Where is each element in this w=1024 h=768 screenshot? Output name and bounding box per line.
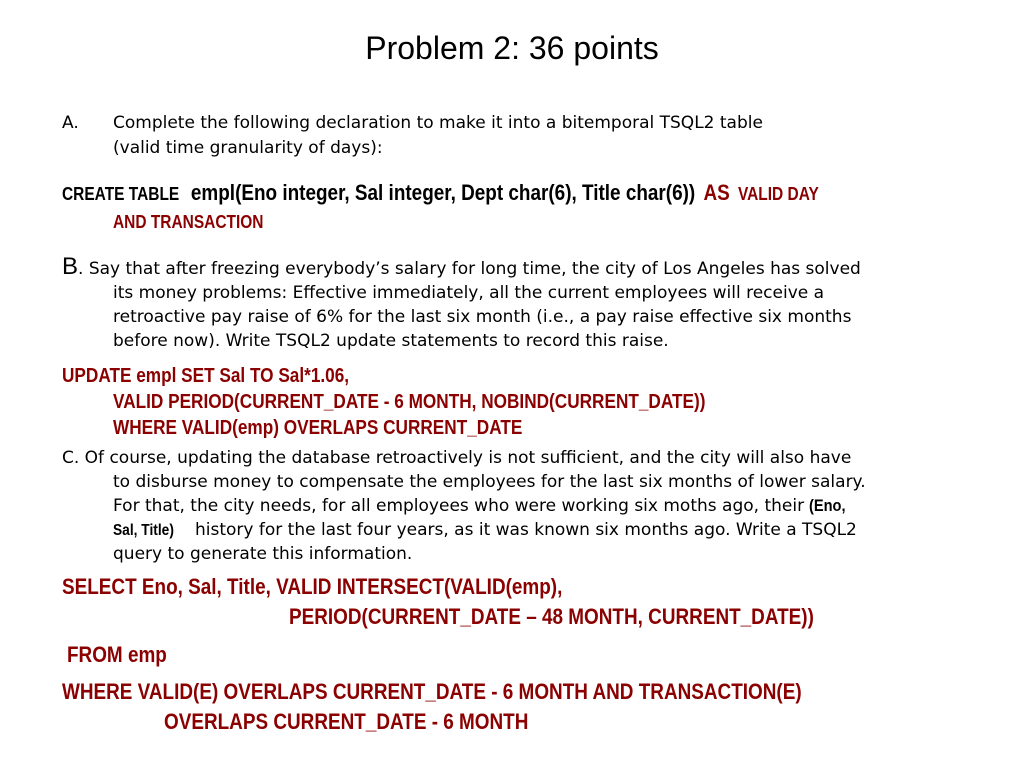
part-c-line-2: to disburse money to compensate the employees for the last six months of lower salary. (113, 472, 866, 492)
part-b-marker: B (62, 253, 79, 280)
part-c-line-4 (113, 518, 857, 543)
select-line-1: SELECT Eno, Sal, Title, VALID INTERSECT(VALID(emp), (62, 574, 563, 599)
part-b-line-2: its money problems: Effective immediately, all the current employees will receive a (113, 283, 825, 303)
part-c-line-3-text: For that, the city needs, for all employees who were working six moths ago, their (113, 496, 805, 516)
create-table-statement (62, 181, 819, 206)
part-c-line-5: query to generate this information. (113, 544, 413, 564)
create-valid-day: VALID DAY (737, 184, 819, 204)
part-b-line-1-text: . Say that after freezing everybody’s salary for long time, the city of Los Angeles has solved (78, 259, 861, 279)
select-from: FROM emp (67, 642, 167, 667)
part-b-line-3: retroactive pay raise of 6% for the last six month (i.e., a pay raise effective six months (113, 307, 852, 327)
select-where-2: OVERLAPS CURRENT_DATE - 6 MONTH (164, 709, 529, 734)
part-b-line-4: before now). Write TSQL2 update statements to record this raise. (113, 331, 669, 351)
create-table-body: empl(Eno integer, Sal integer, Dept char(6), Title char(6)) (190, 180, 696, 205)
part-b-line-1 (62, 253, 861, 281)
part-c-line-1: C. Of course, updating the database retroactively is not sufficient, and the city will also have (62, 448, 852, 468)
part-a-marker: A. (62, 113, 79, 133)
part-a-line-1: Complete the following declaration to make it into a bitemporal TSQL2 table (113, 113, 763, 133)
create-as-keyword: AS (703, 180, 730, 205)
part-c-line-4-text: history for the last four years, as it was known six months ago. Write a TSQL2 (195, 520, 857, 540)
part-c-line-3 (113, 494, 852, 518)
update-line-1: UPDATE empl SET Sal TO Sal*1.06, (62, 365, 350, 387)
select-line-2: PERIOD(CURRENT_DATE – 48 MONTH, CURRENT_DATE)) (289, 604, 814, 629)
update-line-3: WHERE VALID(emp) OVERLAPS CURRENT_DATE (113, 417, 523, 439)
part-c-sal-title: Sal, Title) (113, 522, 174, 539)
slide-title: Problem 2: 36 points (365, 30, 659, 66)
select-where-1: WHERE VALID(E) OVERLAPS CURRENT_DATE - 6 MONTH AND TRANSACTION(E) (62, 679, 802, 704)
update-line-2: VALID PERIOD(CURRENT_DATE - 6 MONTH, NOBIND(CURRENT_DATE)) (113, 391, 706, 413)
create-table-keyword: CREATE TABLE (62, 184, 180, 204)
part-a-line-2: (valid time granularity of days): (113, 138, 383, 158)
part-c-eno: (Eno, (809, 496, 847, 515)
create-and-transaction: AND TRANSACTION (113, 212, 264, 232)
